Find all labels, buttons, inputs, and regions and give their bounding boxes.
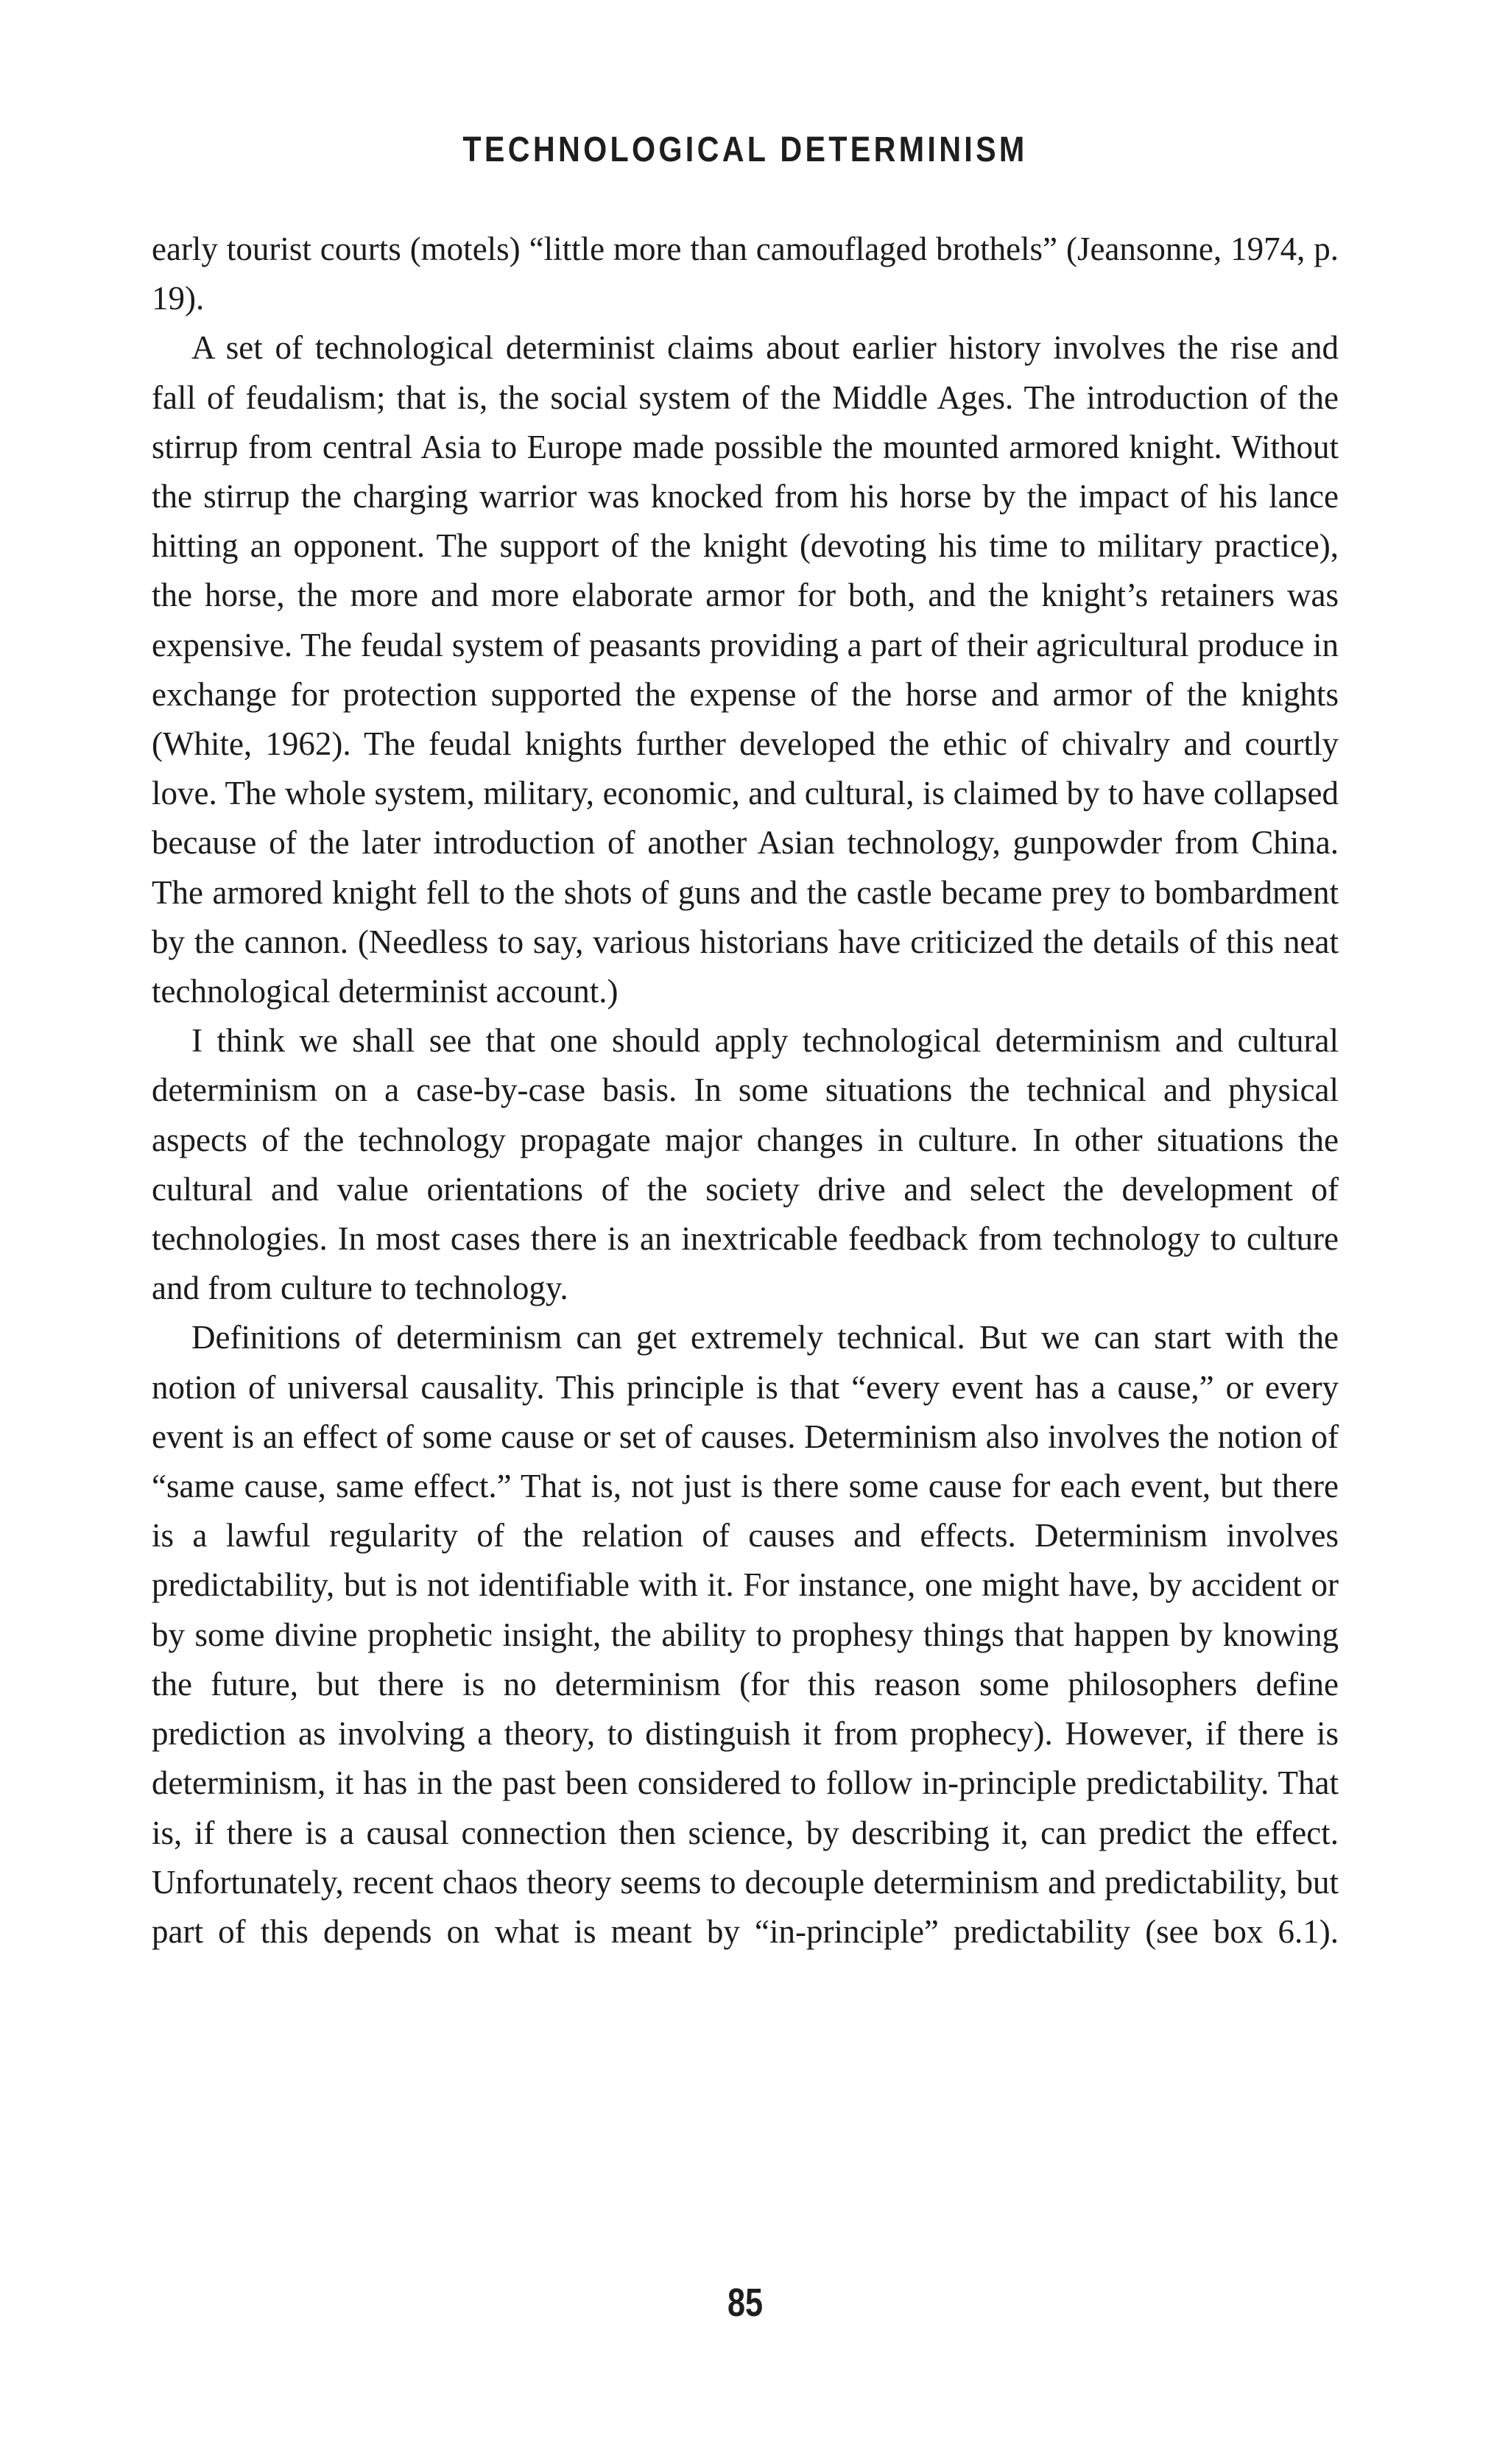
running-head: TECHNOLOGICAL DETERMINISM: [462, 130, 1028, 169]
paragraph: A set of technological determinist claims about earlier history involves the rise and fall of feudalism; that is, the social system of the Middle Ages. The introduction of the stirrup from central Asia to Europe made possible the mounted armored knight. Without the stirrup the charging warrior was knocked from his horse by the impact of his lance hitting an opponent. The support of the knight (devoting his time to military practice), the horse, the more and more elaborate armor for both, and the knight’s retainers was expensive. The feudal system of peasants providing a part of their agricultural produce in exchange for protection supported the expense of the horse and armor of the knights (White, 1962). The feudal knights further developed the ethic of chivalry and courtly love. The whole system, military, economic, and cultural, is claimed by to have collapsed because of the later introduction of another Asian technology, gunpowder from China. The armored knight fell to the shots of guns and the castle became prey to bombardment by the cannon. (Needless to say, various historians have criticized the details of this neat technological determinist account.): [152, 329, 1339, 1010]
paragraph: I think we shall see that one should apply technological determinism and cultural determinism on a case-by-case basis. In some situations the technical and physical aspects of the technology propagate major changes in culture. In other situations the cultural and value orientations of the society drive and select the development of technologies. In most cases there is an inextricable feedback from technology to culture and from culture to technology.: [152, 1022, 1339, 1307]
book-page: [152, 0, 1339, 2464]
page-number: 85: [727, 2281, 764, 2325]
paragraph: Definitions of determinism can get extremely technical. But we can start with the notion of universal causality. This principle is that “every event has a cause,” or every event is an effect of some cause or set of causes. Determinism also involves the notion of “same cause, same effect.” That is, not just is there some cause for each event, but there is a lawful regularity of the relation of causes and effects. Determinism involves predictability, but is not identifiable with it. For instance, one might have, by accident or by some divine prophetic insight, the ability to prophesy things that happen by knowing the future, but there is no determinism (for this reason some philosophers define prediction as involving a theory, to distinguish it from prophecy). However, if there is determinism, it has in the past been considered to follow in-principle predictability. That is, if there is a causal connection then science, by describing it, can predict the effect. Unfortunately, recent chaos theory seems to decouple determinism and predictability, but part of this depends on what is meant by “in-principle” predictability (see box 6.1).: [152, 1319, 1339, 1950]
paragraph: early tourist courts (motels) “little more than camouflaged brothels” (Jeansonne, 1974, p. 19).: [152, 230, 1339, 317]
body-text: [152, 225, 1339, 1957]
